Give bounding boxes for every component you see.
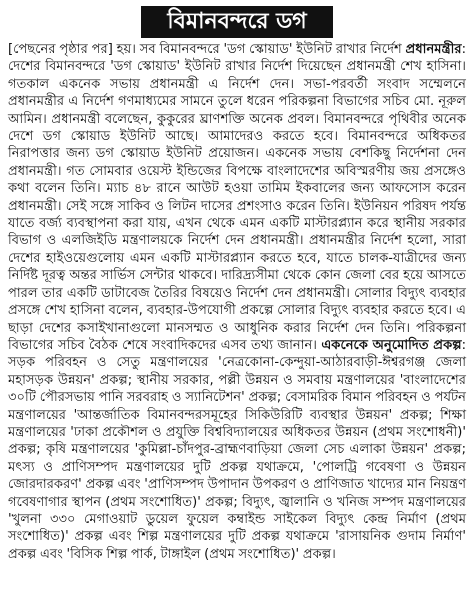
paragraph-2-text: : সড়ক পরিবহন ও সেতু মন্ত্রণালয়ের 'নেত্রকোনা-কেন্দুয়া-আঠারবাড়ী-ঈশ্বরগঞ্জ জেলা মহাসড়ক উন্নয়ন' প্রকল্প; স্থানীয় সরকার, পল্লী উন্নয়ন ও সমবায় মন্ত্রণালয়ের 'বাংলাদেশের ৩০টি পৌরসভায় পানি সরবরাহ ও স্যানিটেশন' প্রকল্প; বেসামরিক বিমান পরিবহন ও পর্যটন মন্ত্রণালয়ের 'আন্তর্জাতিক বিমানবন্দরসমূহের সিকিউরিটি ব্যবস্থার উন্নয়ন' প্রকল্প; শিক্ষা মন্ত্রণালয়ের 'ঢাকা প্রকৌশল ও প্রযুক্তি বিশ্ববিদ্যালয়ের অধিকতর উন্নয়ন (প্রথম সংশোধনী)' প্রকল্প; কৃষি মন্ত্রণালয়ের 'কুমিল্লা-চাঁদপুর-ব্রাহ্মণবাড়িয়া জেলা সেচ এলাকা উন্নয়ন' প্রকল্প; মৎস্য ও প্রাণিসম্পদ মন্ত্রণালয়ের দুটি প্রকল্প যথাক্রমে, 'পোলট্রি গবেষণা ও উন্নয়ন জোরদারকরণ' প্রকল্প এবং 'প্রাণিসম্পদ উপাদান উপকরণ ও প্রাণিজাত খাদ্যের মান নিয়ন্ত্রণ গবেষণাগার স্থাপন (প্রথম সংশোধিত)' প্রকল্প; বিদ্যুৎ, জ্বালানি ও খনিজ সম্পদ মন্ত্রণালয়ের 'খুলনা ৩৩০ মেগাওয়াট ডুয়েল ফুয়েল কম্বাইন্ড সাইকেল বিদ্যুৎ কেন্দ্র নির্মাণ (প্রথম সংশোধিত)' প্রকল্প এবং শিল্প মন্ত্রণালয়ের দুটি প্রকল্প যথাক্রমে 'রাসায়নিক গুদাম নির্মাণ' প্রকল্প এবং 'বিসিক শিল্প পার্ক, টাঙ্গাইল (প্রথম সংশোধিত)' প্রকল্প। (8, 337, 467, 562)
paragraph-1-text: : দেশের বিমানবন্দরে 'ডগ স্কোয়াড' ইউনিট রাখার নির্দেশ দিয়েছেন প্রধানমন্ত্রী শেখ হাসিনা। গতকাল একনেক সভায় প্রধানমন্ত্রী এ নির্দেশ দেন। সভা-পরবর্তী সংবাদ সম্মেলনে প্রধানমন্ত্রীর এ নির্দেশ গণমাধ্যমের সামনে তুলে ধরেন পরিকল্পনা বিভাগের সচিব মো. নূরুল আমিন। প্রধানমন্ত্রী বলেছেন, কুকুরের ঘ্রাণশক্তি অনেক প্রবল। বিমানবন্দরে পৃথিবীর অনেক দেশে ডগ স্কোয়াড ইউনিট আছে। আমাদেরও করতে হবে। বিমানবন্দরে অধিকতর নিরাপত্তার জন্য ডগ স্কোয়াড ইউনিট প্রয়োজন। একনেক সভায় বেশকিছু নির্দেশনা দেন প্রধানমন্ত্রী। গত সোমবার ওয়েস্ট ইন্ডিজের বিপক্ষে বাংলাদেশের অবিস্মরণীয় জয় প্রসঙ্গেও কথা বলেন তিনি। ম্যাচ ৪৮ রানে আউট হওয়া তামিম ইকবালের জন্য আফসোস করেন প্রধানমন্ত্রী। সেই সঙ্গে সাকিব ও লিটন দাসের প্রশংসাও করেন তিনি। ইউনিয়ন পরিষদ পর্যন্ত যাতে বর্জ্য ব্যবস্থাপনা করা যায়, এখন থেকে এমন একটি মাস্টারপ্ল্যান করে স্থানীয় সরকার বিভাগ ও এলজিইডি মন্ত্রণালয়কে নির্দেশ দেন প্রধানমন্ত্রী। প্রধানমন্ত্রীর নির্দেশ হলো, সারা দেশের হাইওয়েগুলোয় এমন একটি মাস্টারপ্ল্যান করতে হবে, যাতে চালক-যাত্রীদের জন্য নির্দিষ্ট দূরত্ব অন্তর সার্ভিস সেন্টার থাকবে। দারিদ্র্যসীমা থেকে কোন জেলা বের হয়ে আসতে পারল তার একটি ডাটাবেজ তৈরির বিষয়েও নির্দেশ দেন প্রধানমন্ত্রী। সোলার বিদ্যুৎ ব্যবহার প্রসঙ্গে শেখ হাসিনা বলেন, ব্যবহার-উপযোগী প্রকল্পে সোলার বিদ্যুৎ ব্যবহার করতে হবে। এ ছাড়া দেশের কসাইখানাগুলো মানসম্মত ও আধুনিক করার নির্দেশ দেন তিনি। পরিকল্পনা বিভাগের সচিব বৈঠক শেষে সংবাদিকদের এসব তথ্য জানান। (8, 42, 467, 353)
subhead-pm: প্রধানমন্ত্রীর (405, 42, 462, 57)
intro-text: হয়। সব বিমানবন্দরে 'ডগ স্কোয়াড' ইউনিট রাখার নির্দেশ (112, 42, 402, 57)
headline-bar (8, 6, 466, 38)
article-body (8, 41, 466, 563)
article-paragraph-1 (8, 41, 466, 563)
headline: বিমানবন্দরে ডগ (141, 6, 332, 38)
continued-from-tag: [পেছনের পৃষ্ঠার পর] (8, 42, 113, 57)
subhead-ecnec-projects: একনেকে অনুমোদিত প্রকল্প (321, 337, 462, 353)
